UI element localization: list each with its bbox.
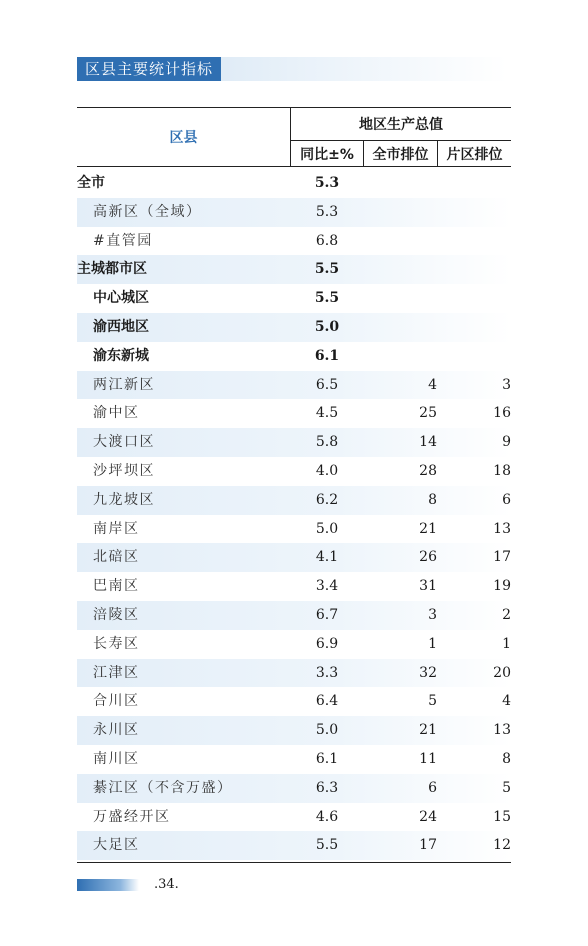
header-gdp-group: 地区生产总值: [359, 116, 443, 133]
row-name: 綦江区（不含万盛）: [93, 779, 233, 796]
header-district-rank: 片区排位: [446, 146, 503, 163]
row-name: 大渡口区: [93, 434, 155, 451]
row-name: 两江新区: [93, 376, 155, 393]
row-yoy: 4.0: [315, 462, 339, 479]
table-row: [77, 457, 511, 486]
row-name: 沙坪坝区: [93, 462, 155, 479]
row-district-rank: 20: [493, 664, 511, 681]
row-city-rank: 1: [428, 635, 437, 652]
row-name: 永川区: [93, 722, 140, 739]
row-yoy: 5.3: [314, 175, 340, 191]
table-row: [77, 601, 511, 630]
row-name: 全市: [77, 175, 105, 191]
row-yoy: 4.5: [315, 405, 339, 422]
row-yoy: 5.0: [315, 520, 339, 537]
row-name: 巴南区: [93, 578, 140, 595]
table-row: [77, 745, 511, 774]
header-yoy: 同比±%: [300, 146, 354, 163]
table-row: [77, 572, 511, 601]
row-district-rank: 9: [502, 434, 511, 451]
footer-bar: [77, 879, 139, 891]
row-city-rank: 14: [419, 434, 437, 451]
row-district-rank: 16: [493, 405, 511, 422]
row-yoy: 4.1: [315, 549, 339, 566]
row-city-rank: 8: [428, 491, 437, 508]
row-yoy: 6.7: [315, 606, 339, 623]
header-bottom-rule: [77, 166, 511, 167]
row-city-rank: 21: [419, 520, 437, 537]
row-yoy: 5.3: [315, 203, 339, 220]
row-name: 主城都市区: [77, 261, 147, 278]
row-name: 渝西地区: [93, 318, 149, 335]
row-district-rank: 18: [493, 462, 511, 479]
row-yoy: 6.1: [314, 347, 340, 364]
row-district-rank: 3: [502, 376, 511, 393]
row-yoy: 5.8: [315, 434, 339, 451]
row-district-rank: 8: [502, 750, 511, 767]
row-yoy: 4.6: [315, 808, 339, 825]
row-name: #直管园: [93, 232, 153, 249]
row-yoy: 3.3: [315, 664, 339, 681]
header-region: 区县: [169, 129, 198, 146]
page-number: .34.: [154, 877, 179, 892]
row-city-rank: 4: [428, 376, 437, 393]
row-yoy: 6.2: [315, 491, 339, 508]
table-row: [77, 515, 511, 544]
table-row: [77, 716, 511, 745]
row-city-rank: 11: [419, 750, 437, 767]
row-city-rank: 32: [419, 664, 437, 681]
row-name: 江津区: [93, 664, 140, 681]
table-row: [77, 313, 511, 342]
row-district-rank: 15: [493, 808, 511, 825]
row-yoy: 5.5: [314, 290, 340, 307]
table-row: [77, 774, 511, 803]
row-district-rank: 19: [493, 578, 511, 595]
row-name: 南川区: [93, 750, 140, 767]
row-yoy: 6.1: [315, 750, 339, 767]
row-district-rank: 13: [493, 520, 511, 537]
row-name: 南岸区: [93, 520, 140, 537]
row-yoy: 5.5: [314, 261, 340, 278]
table-row: [77, 227, 511, 256]
row-name: 渝中区: [93, 405, 140, 422]
row-city-rank: 25: [419, 405, 437, 422]
row-district-rank: 2: [502, 606, 511, 623]
row-name: 涪陵区: [93, 606, 140, 623]
table-row: [77, 342, 511, 371]
table-row: [77, 543, 511, 572]
table-row: [77, 659, 511, 688]
table-row: [77, 803, 511, 832]
table-body: [77, 169, 511, 860]
row-district-rank: 6: [502, 491, 511, 508]
table-bottom-rule: [77, 862, 511, 863]
row-district-rank: 4: [502, 693, 511, 710]
header-city-rank: 全市排位: [372, 146, 429, 163]
row-yoy: 6.4: [315, 693, 339, 710]
table-row: [77, 630, 511, 659]
row-name: 万盛经开区: [93, 808, 171, 825]
row-yoy: 5.0: [314, 318, 340, 335]
row-district-rank: 5: [502, 779, 511, 796]
table-row: [77, 831, 511, 860]
row-city-rank: 3: [428, 606, 437, 623]
row-name: 九龙坡区: [93, 491, 155, 508]
row-name: 长寿区: [93, 635, 140, 652]
row-city-rank: 28: [419, 462, 437, 479]
table-row: [77, 371, 511, 400]
row-name: 合川区: [93, 693, 140, 710]
table-row: [77, 428, 511, 457]
row-yoy: 6.9: [315, 635, 339, 652]
row-yoy: 5.0: [315, 722, 339, 739]
table-row: [77, 169, 511, 198]
table-row: [77, 486, 511, 515]
row-district-rank: 12: [493, 837, 511, 854]
row-district-rank: 1: [502, 635, 511, 652]
row-name: 中心城区: [93, 290, 149, 307]
row-yoy: 5.5: [315, 837, 339, 854]
table-row: [77, 198, 511, 227]
section-title: 区县主要统计指标: [77, 57, 221, 81]
row-district-rank: 13: [493, 722, 511, 739]
row-district-rank: 17: [493, 549, 511, 566]
row-city-rank: 5: [428, 693, 437, 710]
table-row: [77, 399, 511, 428]
row-name: 北碚区: [93, 549, 140, 566]
table-row: [77, 284, 511, 313]
table-row: [77, 687, 511, 716]
row-city-rank: 17: [419, 837, 437, 854]
row-name: 高新区（全域）: [93, 203, 202, 220]
row-city-rank: 24: [419, 808, 437, 825]
table-row: [77, 255, 511, 284]
row-city-rank: 31: [419, 578, 437, 595]
row-city-rank: 21: [419, 722, 437, 739]
row-yoy: 6.8: [315, 232, 339, 249]
row-yoy: 6.3: [315, 779, 339, 796]
row-name: 渝东新城: [93, 347, 149, 364]
row-name: 大足区: [93, 837, 140, 854]
row-city-rank: 26: [419, 549, 437, 566]
row-yoy: 3.4: [315, 578, 339, 595]
row-city-rank: 6: [428, 779, 437, 796]
row-yoy: 6.5: [315, 376, 339, 393]
